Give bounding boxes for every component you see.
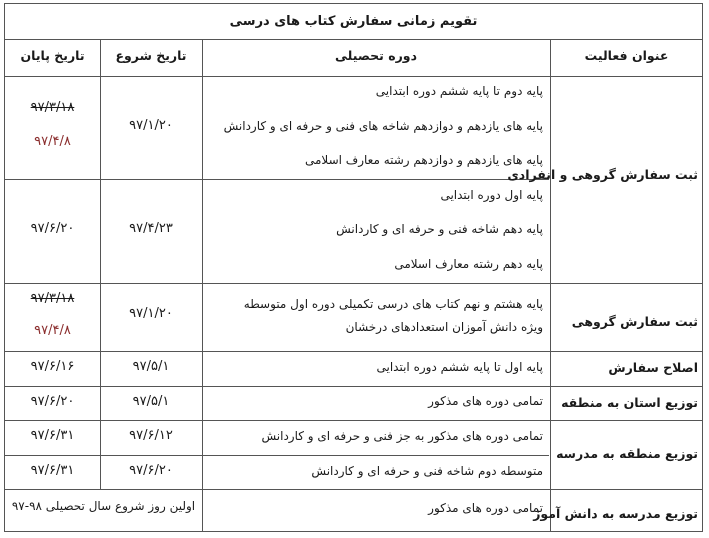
divider (202, 39, 203, 532)
divider (5, 351, 702, 352)
level-item: تمامی دوره های مذکور (428, 394, 543, 408)
start-date: ۹۷/۶/۲۰ (129, 463, 173, 478)
level-item: متوسطه دوم شاخه فنی و حرفه ای و کاردانش (311, 464, 543, 478)
end-date-new: ۹۷/۴/۸ (34, 323, 71, 338)
divider (5, 489, 702, 490)
level-item: پایه های یازدهم و دوازدهم رشته معارف اسلامی (304, 153, 543, 167)
level-item: پایه های یازدهم و دوازدهم شاخه های فنی و حرفه ای و کاردانش (223, 119, 543, 133)
level-item: پایه اول تا پایه ششم دوره ابتدایی (376, 360, 543, 374)
level-item: ویژه دانش آموزان استعدادهای درخشان (345, 320, 543, 334)
start-date: ۹۷/۱/۲۰ (129, 306, 173, 321)
activity-order-group: ثبت سفارش گروهی (571, 314, 698, 329)
divider (5, 455, 549, 456)
level-item: تمامی دوره های مذکور (428, 501, 543, 515)
header-end-date: تاریخ پایان (20, 48, 85, 63)
divider (5, 39, 702, 40)
divider (5, 76, 702, 77)
divider (5, 420, 702, 421)
level-item: پایه هشتم و نهم کتاب های درسی تکمیلی دوره اول متوسطه (243, 297, 543, 311)
activity-dist-school: توزیع مدرسه به دانش آموز (533, 506, 698, 521)
end-date: ۹۷/۶/۳۱ (30, 463, 75, 478)
level-item: پایه اول دوره ابتدایی (440, 188, 543, 202)
level-item: پایه دوم تا پایه ششم دوره ابتدایی (375, 84, 543, 98)
divider (100, 39, 101, 489)
end-date-old: ۹۷/۳/۱۸ (30, 291, 75, 306)
activity-order-group-individual: ثبت سفارش گروهی و انفرادی (507, 167, 698, 182)
end-date: ۹۷/۶/۲۰ (30, 394, 75, 409)
end-date-new: ۹۷/۴/۸ (34, 134, 71, 149)
level-item: تمامی دوره های مذکور به جز فنی و حرفه ای و کاردانش (261, 429, 543, 443)
end-date-old: ۹۷/۳/۱۸ (30, 100, 75, 115)
start-date: ۹۷/۵/۱ (132, 359, 170, 374)
start-date: ۹۷/۵/۱ (132, 394, 170, 409)
start-date: ۹۷/۴/۲۳ (129, 221, 173, 236)
activity-dist-region: توزیع منطقه به مدرسه (556, 446, 698, 461)
end-date: ۹۷/۶/۱۶ (30, 359, 75, 374)
level-item: پایه دهم رشته معارف اسلامی (394, 257, 543, 271)
table-title: تقویم زمانی سفارش کتاب های درسی (229, 14, 478, 29)
header-start-date: تاریخ شروع (115, 48, 187, 63)
schedule-table (4, 3, 703, 532)
header-activity: عنوان فعالیت (584, 48, 669, 63)
end-date: ۹۷/۶/۲۰ (30, 221, 75, 236)
end-date: ۹۷/۶/۳۱ (30, 428, 75, 443)
activity-dist-province: توزیع استان به منطقه (561, 395, 698, 410)
start-date: ۹۷/۱/۲۰ (129, 118, 173, 133)
header-level: دوره تحصیلی (335, 48, 417, 63)
divider (5, 179, 549, 180)
activity-order-fix: اصلاح سفارش (608, 360, 698, 375)
divider (550, 39, 551, 532)
level-item: پایه دهم شاخه فنی و حرفه ای و کاردانش (336, 222, 543, 236)
divider (5, 386, 702, 387)
divider (5, 283, 702, 284)
school-year-start-date: اولین روز شروع سال تحصیلی ۹۸-۹۷ (11, 499, 196, 513)
start-date: ۹۷/۶/۱۲ (129, 428, 173, 443)
